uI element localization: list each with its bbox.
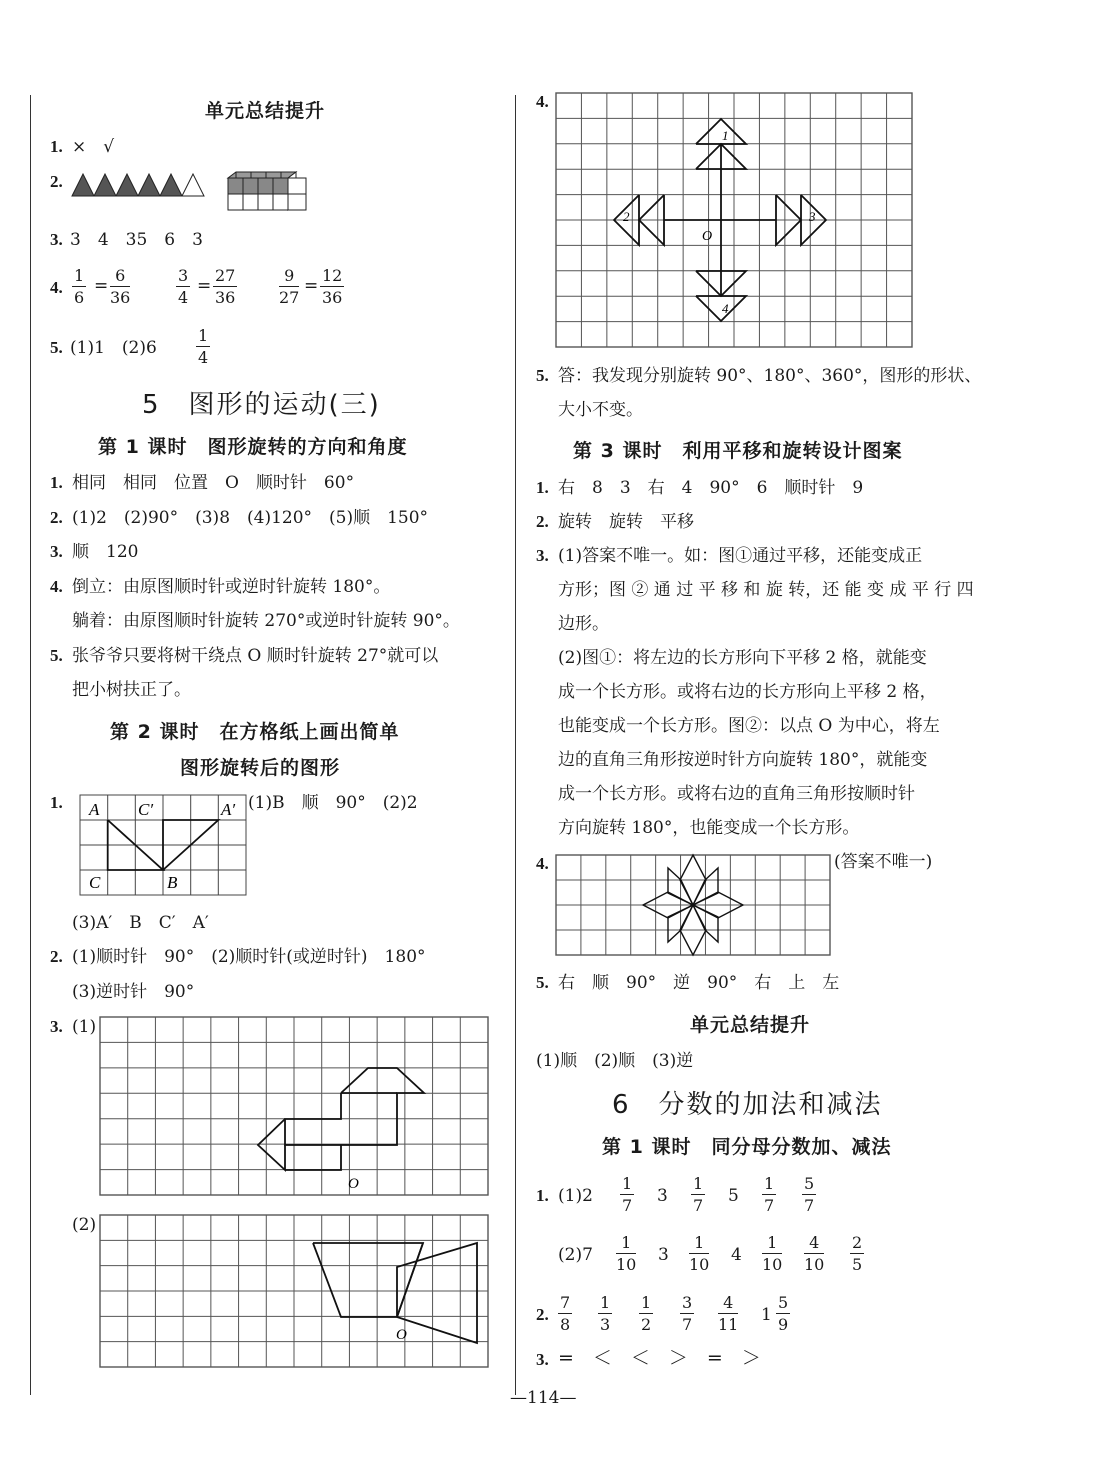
r-q5-answer-2: 大小不变。 (558, 400, 643, 420)
l1-row3-number: 3. (50, 542, 63, 561)
lesson61-title: 第 1 课时 同分母分数加、减法 (602, 1136, 892, 1158)
c6-q3-number: 3. (536, 1350, 549, 1369)
c6-q2-mixed-whole: 1 (761, 1305, 772, 1325)
l3-row10-text: 成一个长方形。或将右边的直角三角形按顺时针 (558, 784, 915, 804)
l3-q5-answer: 右 顺 90° 逆 90° 右 上 左 (558, 973, 840, 993)
q5-frac: 1 4 (198, 326, 209, 367)
q4-frac-1: 1 6 (74, 266, 85, 307)
q4-frac-3: 3 4 (178, 266, 189, 307)
c6-q1-row1-lead: (1)2 (558, 1186, 593, 1206)
l3-row8-text: 也能变成一个长方形。图②：以点 O 为中心，将左 (558, 716, 940, 736)
chapter5-title: 5 图形的运动(三) (142, 390, 381, 420)
l2-q2-answer: (1)顺时针 90° (2)顺时针(或逆时针) 180° (72, 947, 426, 967)
r-q4-label-3: 3 (809, 209, 816, 224)
c6-q2-frac-4: 3 7 (682, 1293, 693, 1334)
l3-row6-text: (2)图①：将左边的长方形向下平移 2 格，就能变 (558, 648, 927, 668)
l2-q2-number: 2. (50, 947, 63, 966)
c6-q1-r2-int-1: 3 (658, 1245, 669, 1265)
l2-q3-number: 3. (50, 1017, 63, 1036)
c6-q2-frac-3: 1 2 (641, 1293, 652, 1334)
l3-row3-number: 3. (536, 546, 549, 565)
unit-summary-title: 单元总结提升 (205, 100, 326, 122)
q1-number: 1. (50, 137, 63, 156)
q1-answer: × √ (72, 137, 115, 157)
l3-row1-text: 右 8 3 右 4 90° 6 顺时针 9 (558, 478, 864, 498)
l2-q1-answer: (1)B 顺 90° (2)2 (248, 793, 418, 813)
q4-frac-2: 6 36 (110, 266, 131, 307)
c6-q2-frac-1: 7 8 (560, 1293, 571, 1334)
c6-q3-answer: = ＜ ＜ ＞ = ＞ (558, 1347, 761, 1369)
l3-row4-text: 方形；图 ② 通 过 平 移 和 旋 转，还 能 变 成 平 行 四 (558, 580, 974, 600)
l2-q2-answer-3: (3)逆时针 90° (72, 982, 195, 1002)
l3-q5-number: 5. (536, 973, 549, 992)
l2-q1-label-c: C (89, 873, 101, 892)
r-q4-number: 4. (536, 92, 549, 111)
l3-row9-text: 边的直角三角形按逆时针方向旋转 180°，就能变 (558, 750, 928, 770)
q4-eq-3: = (304, 276, 319, 296)
l3-q4-note: (答案不唯一) (834, 852, 933, 872)
l1-row6-number: 5. (50, 646, 63, 665)
q4-number: 4. (50, 278, 63, 297)
l2-q1-label-a: A (89, 800, 100, 819)
l1-row3-text: 顺 120 (72, 542, 139, 562)
l1-row2-text: (1)2 (2)90° (3)8 (4)120° (5)顺 150° (72, 508, 429, 528)
center-column-rule (515, 95, 516, 1395)
l1-row4-number: 4. (50, 577, 63, 596)
l3-row1-number: 1. (536, 478, 549, 497)
c6-q1-r1-int-1: 3 (657, 1186, 668, 1206)
c6-q2-number: 2. (536, 1305, 549, 1324)
c6-q1-r1-int-2: 5 (728, 1186, 739, 1206)
l2-q3-part1-label: (1) (72, 1017, 97, 1037)
l2-q1-grid-figure (80, 795, 248, 897)
c6-q2-frac-5: 4 11 (718, 1293, 739, 1334)
l3-row2-number: 2. (536, 512, 549, 531)
lesson2-title-line1: 第 2 课时 在方格纸上画出简单 (110, 721, 400, 743)
q5-number: 5. (50, 338, 63, 357)
l2-q3-grid-2 (100, 1215, 492, 1371)
r-q4-o-label: O (702, 229, 713, 244)
c6-q1-r1-frac-3: 1 7 (764, 1174, 775, 1215)
l1-row5-text: 躺着：由原图顺时针旋转 270°或逆时针旋转 90°。 (72, 611, 460, 631)
q2-cubes-figure (224, 170, 310, 214)
c6-q1-r1-frac-1: 1 7 (622, 1174, 633, 1215)
q4-frac-4: 27 36 (215, 266, 236, 307)
lesson2-title-line2: 图形旋转后的图形 (180, 757, 341, 779)
l1-row7-text: 把小树扶正了。 (72, 680, 191, 700)
l1-row2-number: 2. (50, 508, 63, 527)
c6-q1-r2-frac-3: 1 10 (762, 1233, 783, 1274)
l3-row11-text: 方向旋转 180°，也能变成一个长方形。 (558, 818, 860, 838)
page-number: —114— (510, 1388, 577, 1408)
l2-q3-o-label-2: O (396, 1327, 407, 1343)
l2-q3-grid-1 (100, 1017, 492, 1199)
q4-eq-2: = (197, 276, 212, 296)
c6-q1-r1-frac-4: 5 7 (804, 1174, 815, 1215)
c6-q1-r1-frac-2: 1 7 (693, 1174, 704, 1215)
l1-row1-text: 相同 相同 位置 O 顺时针 60° (72, 473, 355, 493)
q3-answer: 3 4 35 6 3 (70, 230, 203, 250)
l1-row4-text: 倒立：由原图顺时针或逆时针旋转 180°。 (72, 577, 391, 597)
l1-row6-text: 张爷爷只要将树干绕点 O 顺时针旋转 27°就可以 (72, 646, 439, 666)
c6-q1-r2-frac-1: 1 10 (616, 1233, 637, 1274)
l2-q3-o-label-1: O (348, 1176, 359, 1192)
r-q5-number: 5. (536, 366, 549, 385)
l2-q3-part2-label: (2) (72, 1215, 97, 1235)
l1-row1-number: 1. (50, 473, 63, 492)
left-column-rule (30, 95, 31, 1395)
c6-q2-frac-2: 1 3 (600, 1293, 611, 1334)
c6-q1-r2-frac-5: 2 5 (852, 1233, 863, 1274)
c6-q2-mixed-frac: 5 9 (778, 1293, 789, 1334)
q5-answer: (1)1 (2)6 (70, 338, 157, 358)
q4-eq-1: = (94, 276, 109, 296)
q2-triangles-figure (72, 172, 212, 198)
l2-q1-label-b: B (167, 873, 178, 892)
lesson1-title: 第 1 课时 图形旋转的方向和角度 (98, 436, 408, 458)
l3-row7-text: 成一个长方形。或将右边的长方形向上平移 2 格， (558, 682, 937, 702)
r-q4-label-1: 1 (722, 128, 729, 143)
r-q4-label-2: 2 (623, 209, 630, 224)
l3-row5-text: 边形。 (558, 614, 609, 634)
l2-q1-answer-3: (3)A′ B C′ A′ (72, 913, 209, 933)
lesson3-title: 第 3 课时 利用平移和旋转设计图案 (573, 440, 903, 462)
c6-q1-r2-frac-4: 4 10 (804, 1233, 825, 1274)
c6-q1-row2-lead: (2)7 (558, 1245, 593, 1265)
c6-q1-r2-int-2: 4 (731, 1245, 742, 1265)
q4-frac-5: 9 27 (279, 266, 300, 307)
l3-row2-text: 旋转 旋转 平移 (558, 512, 694, 532)
chapter6-title: 6 分数的加法和减法 (612, 1090, 883, 1120)
r-q4-label-4: 4 (722, 301, 729, 316)
l2-q1-number: 1. (50, 793, 63, 812)
q2-number: 2. (50, 172, 63, 191)
q4-frac-6: 12 36 (322, 266, 343, 307)
r-q5-answer: 答：我发现分别旋转 90°、180°、360°，图形的形状、 (558, 366, 982, 386)
r-unit-summary-answer: (1)顺 (2)顺 (3)逆 (536, 1051, 694, 1071)
q3-number: 3. (50, 230, 63, 249)
r-unit-summary-title: 单元总结提升 (690, 1014, 811, 1036)
l3-row3-text: (1)答案不唯一。如：图①通过平移，还能变成正 (558, 546, 923, 566)
c6-q1-r2-frac-2: 1 10 (689, 1233, 710, 1274)
l3-q4-pattern-grid (556, 855, 834, 959)
l2-q1-label-c1: C′ (138, 800, 154, 819)
l3-q4-number: 4. (536, 854, 549, 873)
l2-q1-label-a1: A′ (221, 800, 236, 819)
c6-q1-number: 1. (536, 1186, 549, 1205)
r-q4-rotation-grid (556, 93, 916, 351)
